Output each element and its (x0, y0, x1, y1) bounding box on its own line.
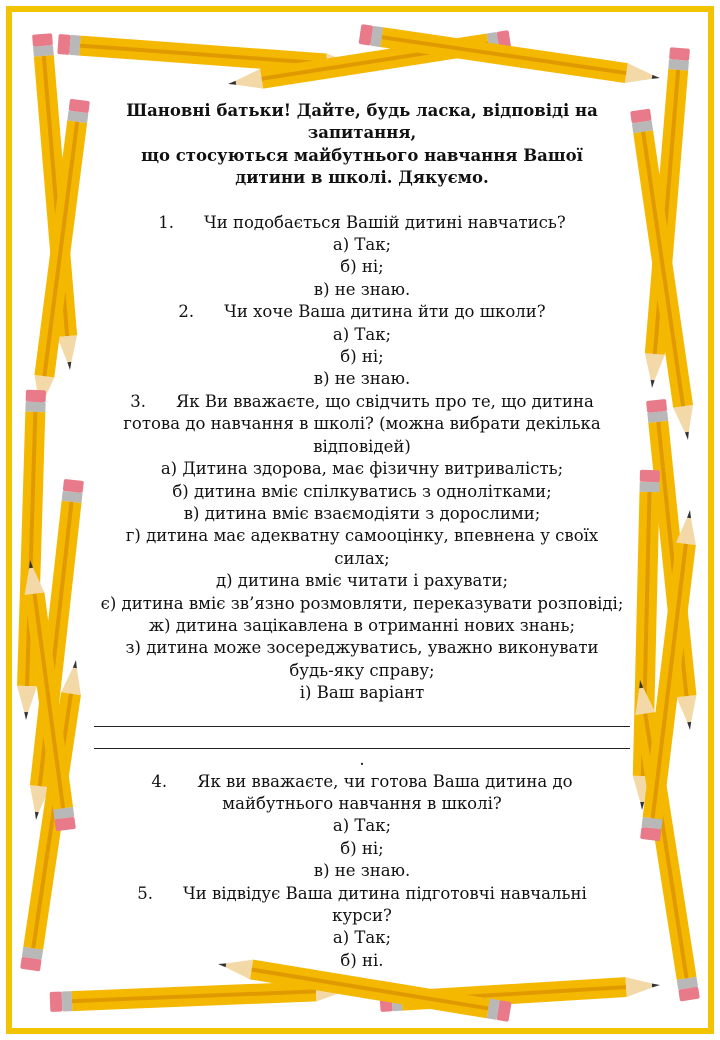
question-3 (96, 391, 628, 413)
option: силах; (334, 548, 390, 568)
question-text: готова до навчання в школі? (можна вибрати декілька (123, 414, 601, 434)
option: а) Так; (332, 235, 392, 255)
question-number: 3. (130, 391, 146, 411)
question-text: Чи відвідує Ваша дитина підготовчі навчальні (182, 883, 587, 903)
option: в) дитина вміє взаємодіяти з дорослими; (183, 503, 541, 523)
question-text: майбутнього навчання в школі? (222, 793, 502, 813)
option: а) Так; (332, 928, 392, 948)
option: б) ні. (340, 950, 384, 970)
option: в) не знаю. (313, 369, 411, 389)
answer-line[interactable] (94, 727, 630, 749)
question-5 (96, 883, 628, 905)
option: в) не знаю. (313, 861, 411, 881)
title (96, 100, 628, 190)
option: а) Так; (332, 816, 392, 836)
title-line: дитини в школі. Дякуємо. (235, 168, 489, 188)
option: б) ні; (340, 347, 384, 367)
questionnaire (96, 100, 628, 972)
question-number: 4. (151, 771, 168, 791)
question-text: Як Ви вважаєте, що свідчить про те, що дитина (175, 391, 594, 411)
option: в) не знаю. (313, 279, 411, 299)
question-number: 1. (158, 212, 174, 232)
question-4 (96, 771, 628, 793)
question-text: Як ви вважаєте, чи готова Ваша дитина до (197, 771, 573, 791)
question-1 (96, 212, 628, 234)
question-text: курси? (332, 906, 392, 925)
question-number: 5. (137, 883, 153, 903)
title-line: запитання, (307, 123, 417, 143)
question-text: Чи подобається Вашій дитині навчатись? (204, 212, 566, 232)
option: б) ні; (340, 257, 384, 277)
option: ж) дитина зацікавлена в отриманні нових знань; (148, 615, 576, 635)
question-text: відповідей) (313, 436, 411, 456)
question-text: Чи хоче Ваша дитина йти до школи? (224, 302, 546, 322)
option: і) Ваш варіант (299, 683, 425, 703)
end-dot: . (359, 749, 365, 769)
option: б) дитина вміє спілкуватись з однолітками; (172, 481, 552, 501)
option: а) Так; (332, 324, 392, 344)
question-number: 2. (178, 302, 195, 322)
option: є) дитина вміє зв’язно розмовляти, переказувати розповіді; (100, 593, 624, 613)
question-2 (96, 301, 628, 323)
option: г) дитина має адекватну самооцінку, впевнена у своїх (125, 526, 599, 546)
option: б) ні; (340, 838, 384, 858)
option: д) дитина вміє читати і рахувати; (215, 571, 509, 591)
option: а) Дитина здорова, має фізичну витривалість; (160, 459, 564, 479)
option: будь-яку справу; (289, 660, 435, 680)
title-line: що стосуються майбутнього навчання Вашої (141, 145, 583, 165)
option: з) дитина може зосереджуватись, уважно виконувати (125, 638, 599, 658)
title-line: Шановні батьки! Дайте, будь ласка, відповіді на (126, 101, 598, 120)
answer-line[interactable] (94, 705, 630, 727)
